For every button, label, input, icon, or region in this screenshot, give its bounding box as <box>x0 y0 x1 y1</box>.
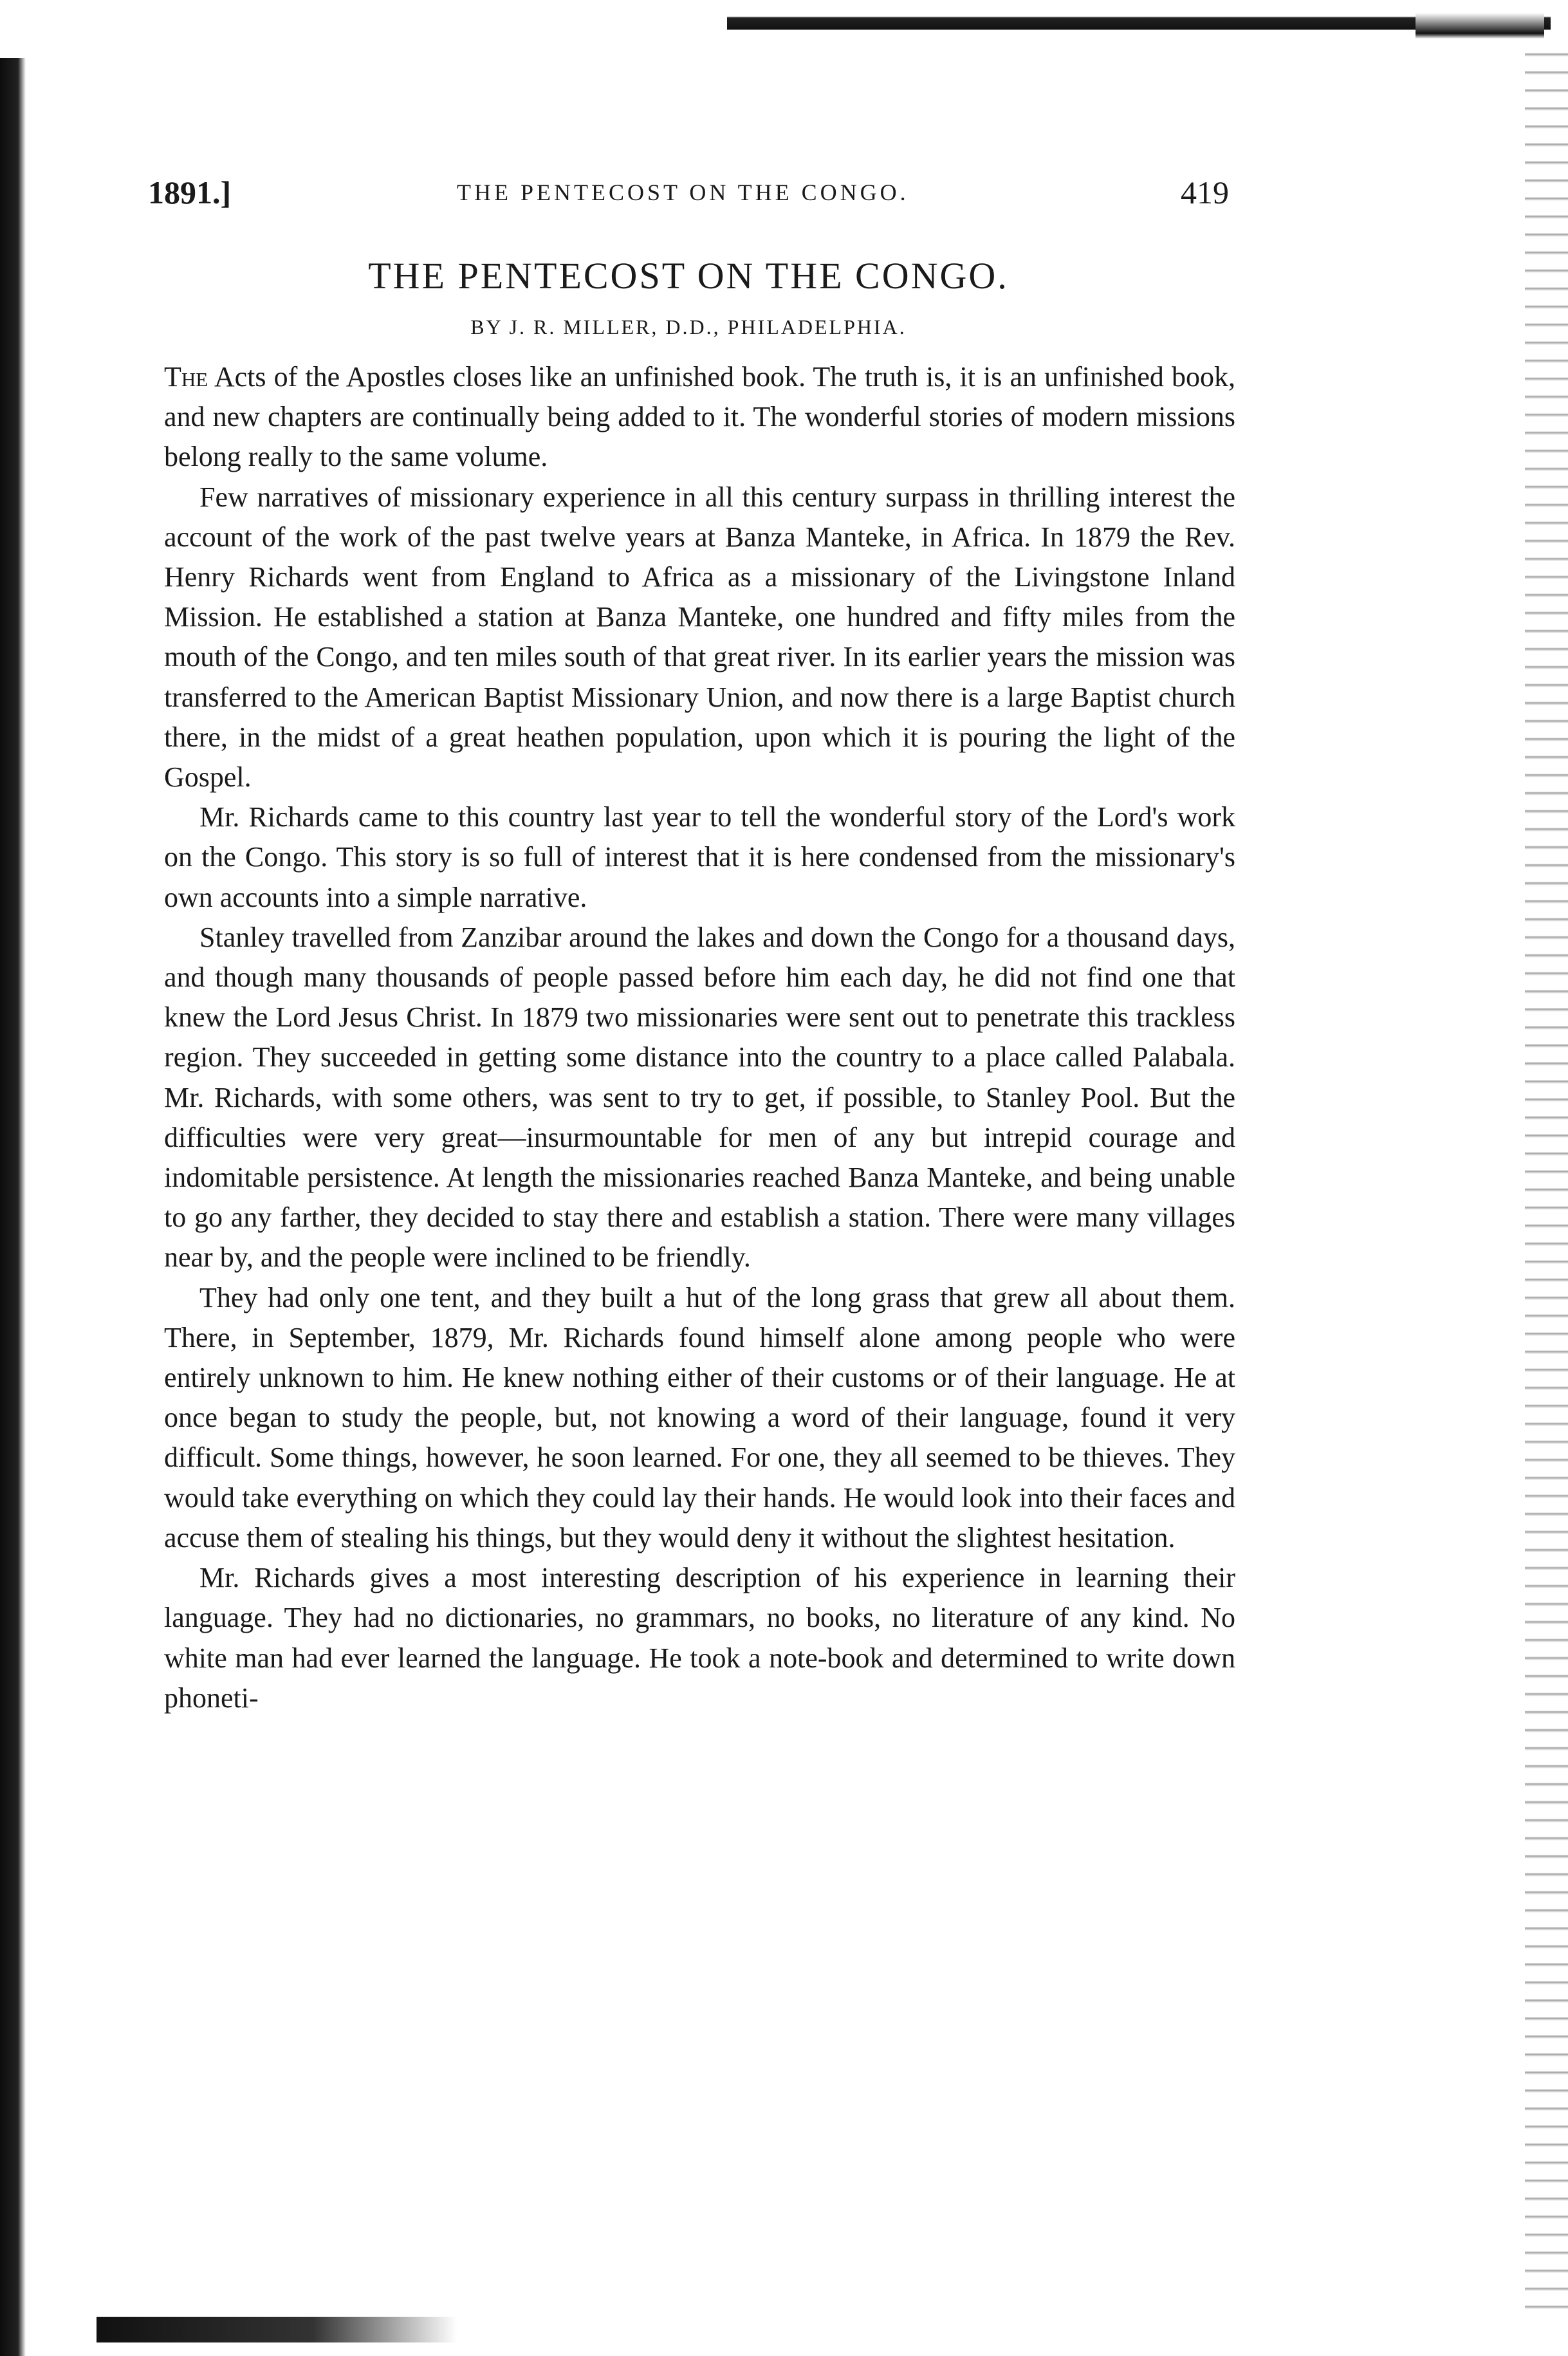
paragraph-6: Mr. Richards gives a most interesting description of his experience in learning their language. They had no dictionaries, no grammars, no books, no literature of any kind. No white man had ever learned the language. He took a note-book and determined to write down phoneti- <box>164 1562 1235 1714</box>
running-head-year: 1891.] <box>148 174 232 210</box>
scan-border-right <box>1525 39 1568 2310</box>
paragraph-2: Few narratives of missionary experience in all this century surpass in thrilling interest the account of the work of the past twelve years at Banza Manteke, in Africa. In 1879 the Rev. Henry Richards went from England to Africa as a missionary of the Livingstone Inland Mission. He established a station at Banza Manteke, one hundred and fifty miles from the mouth of the Congo, and ten miles south of that great river. In its earlier years the mission was transferred to the American Baptist Missionary Union, and now there is a large Baptist church there, in the midst of a great heathen population, upon which it is pouring the light of the Gospel. <box>164 481 1235 793</box>
article-body <box>164 357 1235 1718</box>
running-head-title: THE PENTECOST ON THE CONGO. <box>457 180 909 205</box>
opening-word: The <box>164 361 208 393</box>
paragraph-4: Stanley travelled from Zanzibar around the lakes and down the Congo for a thousand days, and though many thousands of people passed before him each day, he did not find one that knew the Lord Jesus Christ. In 1879 two missionaries were sent out to penetrate this trackless region. They succeeded in getting some distance into the country to a place called Palabala. Mr. Richards, with some others, was sent to try to get, if possible, to Stanley Pool. But the difficulties were very great—insurmountable for men of any but intrepid courage and indomitable persistence. At length the missionaries reached Banza Manteke, and being unable to go any farther, they decided to stay there and establish a station. There were many villages near by, and the people were inclined to be friendly. <box>164 921 1235 1274</box>
article-byline: BY J. R. MILLER, D.D., PHILADELPHIA. <box>470 315 907 339</box>
paragraph-1 <box>164 357 1235 478</box>
article-title: THE PENTECOST ON THE CONGO. <box>368 255 1009 297</box>
paragraph-text: Acts of the Apostles closes like an unfinished book. The truth is, it is an unfinished book, and new chapters are continually being added to it. The wonderful stories of modern missions belong really to the same volume. <box>164 361 1235 473</box>
scan-border-left <box>0 58 26 2356</box>
running-head <box>148 174 1229 212</box>
paragraph-5: They had only one tent, and they built a hut of the long grass that grew all about them. There, in September, 1879, Mr. Richards found himself alone among people who were entirely unknown to him. He knew nothing either of their customs or of their language. He at once began to study the people, but, not knowing a word of their language, found it very difficult. Some things, however, he soon learned. For one, they all seemed to be thieves. They would take everything on which they could lay their hands. He would look into their faces and accuse them of stealing his things, but they would deny it without the slightest hesitation. <box>164 1281 1235 1554</box>
scan-border-bottom <box>97 2317 457 2342</box>
page-number: 419 <box>1181 174 1229 210</box>
scan-border-top-right <box>1416 13 1544 39</box>
paragraph-3: Mr. Richards came to this country last year to tell the wonderful story of the Lord's work on the Congo. This story is so full of interest that it is here condensed from the missionary's own accounts into a simple narrative. <box>164 801 1235 913</box>
